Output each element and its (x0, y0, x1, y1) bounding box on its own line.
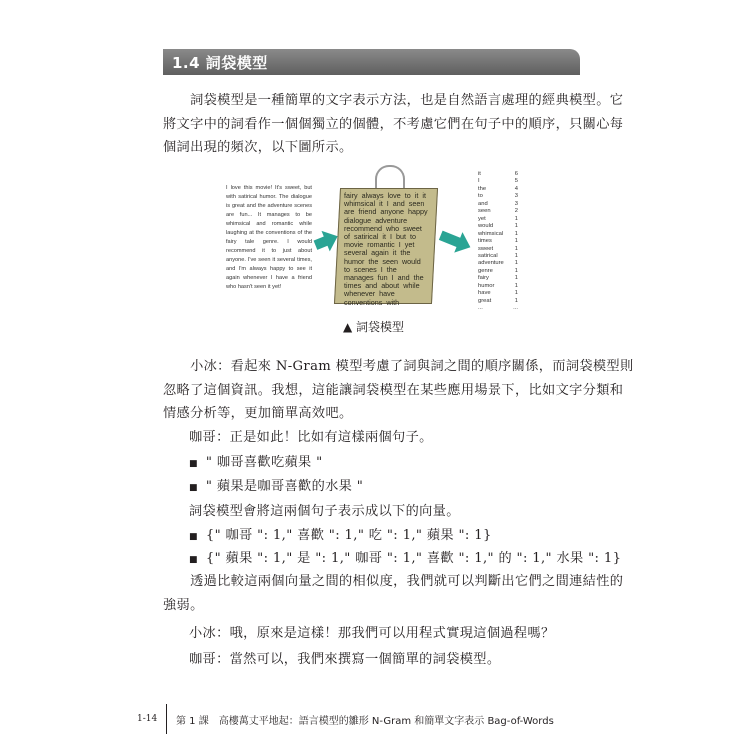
word-count: 1 (514, 238, 518, 245)
bag-word: movie (344, 240, 364, 250)
frequency-row (478, 208, 518, 215)
bag-word: romantic (367, 240, 395, 250)
bag-word: with (386, 297, 400, 307)
bag-word: humor (344, 256, 365, 266)
bullet-item: ■ " 咖哥喜歡吃蘋果 " (189, 455, 323, 470)
bag-word: while (403, 281, 420, 291)
frequency-row (478, 186, 518, 193)
word-count: 1 (514, 267, 518, 274)
word-count: 3 (514, 200, 518, 207)
word: it (478, 171, 481, 177)
bag-word: about (381, 281, 400, 291)
bag-word: manages (344, 273, 374, 283)
page-number: 1-14 (137, 714, 158, 724)
text-line: 情感分析等，更加簡單高效吧。 (163, 406, 353, 421)
bag-word: fun (377, 273, 388, 283)
text-line: 小冰：看起來 N-Gram 模型考慮了詞與詞之間的順序關係，而詞袋模型則 (163, 359, 634, 374)
bag-word: the (368, 256, 379, 266)
word: to (478, 193, 483, 200)
bag-word: recommend (344, 223, 382, 233)
frequency-row (478, 201, 518, 208)
frequency-row (478, 268, 518, 275)
paragraph: 咖哥：當然可以，我們來撰寫一個簡單的詞袋模型。 (189, 652, 501, 667)
bag-word: I (386, 199, 389, 209)
paragraph: 詞袋模型會將這兩個句子表示成以下的向量。 (189, 504, 460, 519)
word: the (478, 185, 487, 192)
frequency-row (478, 223, 518, 230)
word-count: 1 (514, 275, 518, 282)
word: seen (478, 208, 491, 215)
bag-word: sweet (403, 223, 422, 233)
frequency-row (478, 193, 518, 200)
bag-word: the (413, 273, 424, 283)
frequency-row (478, 216, 518, 223)
frequency-row (478, 290, 518, 297)
bullet-item: ■ " 蘋果是咖哥喜歡的水果 " (189, 479, 364, 494)
word: great (478, 297, 492, 304)
bag-word: would (401, 256, 421, 266)
bag-word: seen (408, 199, 425, 209)
bag-word: I (389, 232, 392, 242)
paragraph: 咖哥：正是如此！比如有這樣兩個句子。 (189, 430, 433, 445)
word-count: 2 (514, 208, 518, 215)
text-line: 透過比較這兩個向量之間的相似度，我們就可以判斷出它們之間連結性的 (163, 574, 624, 589)
word-count: 4 (514, 185, 518, 192)
bullet-item: ■ {" 咖哥 ": 1," 喜歡 ": 1," 吃 ": 1," 蘋果 ": 1} (189, 528, 492, 543)
frequency-row (478, 275, 518, 282)
word: genre (478, 267, 493, 274)
frequency-row (478, 305, 518, 312)
bag-word: fairy (344, 191, 358, 200)
word-count: 1 (514, 260, 518, 267)
paragraph (163, 570, 623, 617)
word-count: 1 (514, 252, 518, 259)
figure-caption: ▲ 詞袋模型 (343, 320, 405, 334)
bag-word: happy (407, 207, 428, 217)
bag-words (344, 192, 430, 307)
frequency-row (478, 246, 518, 253)
bag-word: whenever (344, 289, 376, 299)
bag-word: it (422, 191, 426, 200)
word-count: 1 (514, 282, 518, 289)
word: have (478, 290, 491, 297)
word: yet (478, 215, 486, 222)
frequency-row (478, 298, 518, 305)
bullet-text: {" 咖哥 ": 1," 喜歡 ": 1," 吃 ": 1," 蘋果 ": 1} (205, 528, 492, 543)
word: adventure (478, 260, 504, 267)
bag-word: have (379, 289, 395, 299)
arrow-icon (314, 236, 329, 250)
bag-word: dialogue (344, 215, 372, 225)
bullet-text: " 咖哥喜歡吃蘋果 " (205, 455, 323, 470)
word-count: 1 (514, 297, 518, 304)
word: ... (478, 305, 483, 312)
bullet-text: " 蘋果是咖哥喜歡的水果 " (205, 479, 364, 494)
bag-word: to (404, 191, 411, 200)
frequency-row (478, 178, 518, 185)
word-count: ... (513, 305, 518, 312)
word-count: 1 (514, 230, 518, 237)
bag-word: I (391, 273, 394, 283)
bag-word: scenes (354, 264, 377, 274)
source-text: I love this movie! It's sweet, but with satirical humor. The dialogue is great and the adventure scenes are fun... It manages to be whimsical and romantic while laughing at the conventions of the fairy tale genre. I would recommend it to just about anyone. I've seen it several times, and I'm always happy to see it again whenever I have a friend who hasn't seen it yet! (226, 185, 312, 290)
word: humor (478, 282, 495, 289)
text-line: 將文字中的詞看作一個個獨立的個體，不考慮它們在句子中的順序，只關心每 (163, 116, 624, 132)
word-count: 1 (514, 245, 518, 252)
frequency-row (478, 260, 518, 267)
word-count: 1 (514, 223, 518, 230)
frequency-row (478, 283, 518, 290)
word-count: 3 (514, 193, 518, 200)
bullet-text: {" 蘋果 ": 1," 是 ": 1," 咖哥 ": 1," 喜歡 ": 1," 的 ": 1," 水果 ": 1} (205, 551, 622, 566)
bag-word: are (344, 207, 355, 217)
bag-word: and (392, 199, 405, 209)
bag-word: and (397, 273, 410, 283)
frequency-row (478, 231, 518, 238)
bag-word: and (365, 281, 378, 291)
bag-word: conventions (344, 297, 383, 307)
text-line: 個詞出現的頻次，以下圖所示。 (163, 140, 353, 155)
bag-word: times (344, 281, 362, 291)
frequency-row (478, 238, 518, 245)
word-count: 5 (514, 178, 518, 185)
bag-word: seen (382, 256, 398, 266)
text-line: 詞袋模型是一種簡單的文字表示方法，也是自然語言處理的經典模型。它 (163, 93, 624, 108)
bag-word: anyone (380, 207, 404, 217)
frequency-table (478, 171, 518, 313)
bag-word: I (398, 240, 401, 250)
section-title: 1.4 詞袋模型 (172, 54, 268, 72)
bag-word: whimsical (344, 199, 376, 209)
bag-word: it (379, 199, 383, 209)
text-line: 忽略了這個資訊。我想，這能讓詞袋模型在某些應用場景下，比如文字分類和 (163, 382, 624, 398)
bag-word: it (382, 232, 386, 242)
frequency-row (478, 171, 518, 178)
frequency-row (478, 253, 518, 260)
bag-word: to (409, 232, 416, 242)
word: and (478, 200, 488, 207)
word: satirical (478, 252, 498, 259)
bullet-item: ■ {" 蘋果 ": 1," 是 ": 1," 咖哥 ": 1," 喜歡 ": 1," 的 ": 1," 水果 ": 1} (189, 551, 622, 566)
word-count: 6 (514, 171, 518, 177)
footer-divider (166, 704, 167, 734)
word-count: 1 (514, 290, 518, 297)
word: times (478, 238, 492, 245)
bag-word: friend (358, 207, 377, 217)
section-header (163, 49, 580, 75)
paragraph: 小冰：哦，原來是這樣！那我們可以用程式實現這個過程嗎？ (189, 626, 555, 641)
bag-word: of (344, 232, 350, 242)
bag-word: adventure (375, 215, 408, 225)
bag-word: love (387, 191, 401, 200)
word-count: 1 (514, 215, 518, 222)
bag-word: satirical (354, 232, 379, 242)
word: fairy (478, 275, 489, 282)
chapter-title: 第 1 課 高樓萬丈平地起：語言模型的雛形 N-Gram 和簡單文字表示 Bag-of-Words (176, 716, 554, 727)
bag-word: who (385, 223, 400, 233)
bag-word: but (395, 232, 406, 242)
text-line: 強弱。 (163, 597, 204, 613)
bag-word: the (386, 264, 397, 274)
bag-word: I (380, 264, 383, 274)
bag-word: the (400, 248, 411, 258)
bag-word: several (344, 248, 368, 258)
word: whimsical (478, 230, 504, 237)
word: sweet (478, 245, 494, 252)
bag-word: yet (404, 240, 415, 250)
word: would (478, 223, 494, 230)
bag-word: to (344, 264, 350, 274)
intro-paragraph (163, 89, 623, 160)
paragraph (163, 355, 634, 426)
bag-word: again (371, 248, 389, 258)
bag-word: it (414, 191, 419, 200)
bag-word: it (392, 248, 397, 258)
bag-word: always (361, 191, 384, 200)
word: I (478, 178, 480, 185)
arrow-icon (439, 231, 461, 248)
